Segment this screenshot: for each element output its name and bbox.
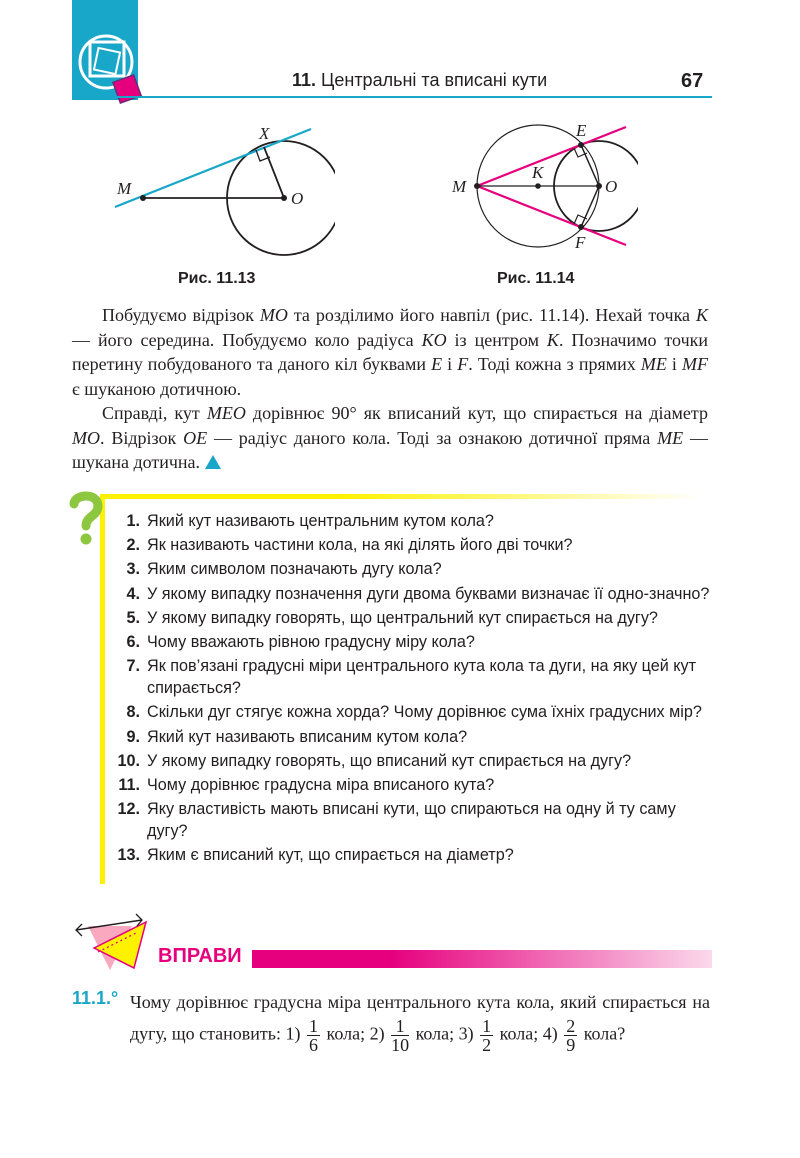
fraction: $\frac{1}{6}$ <box>309 1016 318 1055</box>
corner-logo <box>72 0 152 110</box>
question-text: У якому випадку позначення дуги двома буквами визначає її одно-значно? <box>147 584 710 603</box>
label-m: M <box>452 177 467 196</box>
radius-ox <box>264 147 284 198</box>
question-text: У якому випадку говорять, що центральний кут спирається на дугу? <box>147 608 658 627</box>
fraction: $\frac{1}{2}$ <box>482 1016 492 1055</box>
question-item <box>114 631 714 653</box>
paragraph-1: Побудуємо відрізок MO та розділимо його навпіл (рис. 11.14). Нехай точка K — його середина. Побудуємо коло радіуса KO із центром K. Позначимо точки перетину побудованого та даного кіл буквами E і F. Тоді кожна з прямих ME і MF є шуканою дотичною. <box>72 305 708 399</box>
question-mark-icon <box>66 490 106 546</box>
point-f <box>578 224 584 230</box>
question-item <box>114 726 714 748</box>
question-item <box>114 655 714 699</box>
question-number: 3. <box>126 560 140 579</box>
question-number: 10. <box>117 751 140 770</box>
question-item <box>114 750 714 772</box>
question-item <box>114 774 714 796</box>
header-rule <box>72 96 712 98</box>
label-e: E <box>576 121 587 140</box>
question-text: Як називають частини кола, на які ділять його дві точки? <box>147 536 573 555</box>
exercise-number: 11.1.° <box>72 988 119 1008</box>
radius-of <box>581 186 599 227</box>
exercises-title-bar <box>252 950 712 968</box>
question-number: 5. <box>126 608 140 627</box>
exercises-icon <box>72 912 158 982</box>
point-m <box>474 183 480 189</box>
question-number: 9. <box>126 727 140 746</box>
questions-list <box>114 510 714 868</box>
running-title: 11. Центральні та вписані кути <box>292 70 548 90</box>
question-text: Який кут називають центральним кутом кола? <box>147 512 494 530</box>
label-x: X <box>259 124 270 143</box>
caption-11-13: Рис. 11.13 <box>178 270 256 287</box>
point-e <box>578 142 584 148</box>
question-number: 13. <box>117 846 140 865</box>
question-item <box>114 558 714 580</box>
figure-11-13 <box>105 120 335 265</box>
question-item <box>114 844 714 866</box>
question-text: Як пов’язані градусні міри центрального кута кола та дуги, на яку цей кут спирається? <box>147 657 697 698</box>
figure-11-14 <box>448 120 638 265</box>
caption-11-14: Рис. 11.14 <box>497 270 575 287</box>
fraction: $\frac{1}{10}$ <box>391 1016 410 1055</box>
question-text: Чому дорівнює градусна міра вписаного кута? <box>147 775 495 794</box>
question-item <box>114 583 714 605</box>
question-text: У якому випадку говорять, що вписаний кут спирається на дугу? <box>147 751 632 770</box>
tangent-mf <box>477 186 626 245</box>
paragraph-2: Справді, кут MEO дорівнює 90° як вписаний кут, що спирається на діаметр MO. Відрізок OE — радіус даного кола. Тоді за ознакою дотичної пряма ME — шукана дотична. <box>72 403 709 472</box>
question-text: Який кут називають вписаним кутом кола? <box>147 727 468 746</box>
question-text: Яким є вписаний кут, що спирається на діаметр? <box>147 846 514 865</box>
point-k <box>535 183 541 189</box>
point-o <box>596 183 602 189</box>
question-number: 4. <box>126 584 140 603</box>
question-number: 11. <box>118 775 140 794</box>
question-number: 12. <box>117 800 140 819</box>
question-number: 8. <box>126 703 140 722</box>
question-text: Чому вважають рівною градусну міру кола? <box>147 632 475 651</box>
question-item <box>114 607 714 629</box>
question-item <box>114 798 714 842</box>
question-number: 2. <box>126 536 140 555</box>
radius-oe <box>581 145 599 186</box>
end-of-proof-icon <box>205 455 221 469</box>
fraction: $\frac{2}{9}$ <box>566 1016 576 1055</box>
question-text: Скільки дуг стягує кожна хорда? Чому дорівнює сума їхніх градусних мір? <box>147 703 702 722</box>
label-o: O <box>605 177 618 196</box>
tangent-me <box>477 127 626 186</box>
point-o <box>281 195 287 201</box>
exercise-text: Чому дорівнює градусна міра центрального кута кола, який спирається на дугу, що становить: 1) $\frac{1}{6}$ кола; 2) $\frac{1}{10}$ кола; 3) $\frac{1}{2}$ кола; 4) $\frac{2}{9}$ кола? <box>130 992 710 1055</box>
questions-side-rule <box>100 494 105 884</box>
label-m: M <box>117 179 132 198</box>
exercises-title: ВПРАВИ <box>158 945 242 967</box>
label-o: O <box>291 189 304 208</box>
question-text: Яку властивість мають вписані кути, що спираються на одну й ту саму дугу? <box>147 800 676 841</box>
label-k: K <box>532 163 544 182</box>
page-number: 67 <box>681 70 704 92</box>
question-item <box>114 510 714 532</box>
question-item <box>114 701 714 723</box>
question-text: Яким символом позначають дугу кола? <box>147 560 442 579</box>
question-number: 1. <box>126 512 140 530</box>
question-number: 7. <box>126 657 140 676</box>
body-text <box>72 303 708 475</box>
tangent-line <box>115 129 311 207</box>
question-item <box>114 534 714 556</box>
question-number: 6. <box>126 632 140 651</box>
point-m <box>140 195 146 201</box>
label-f: F <box>575 233 586 252</box>
questions-top-rule <box>100 494 700 499</box>
